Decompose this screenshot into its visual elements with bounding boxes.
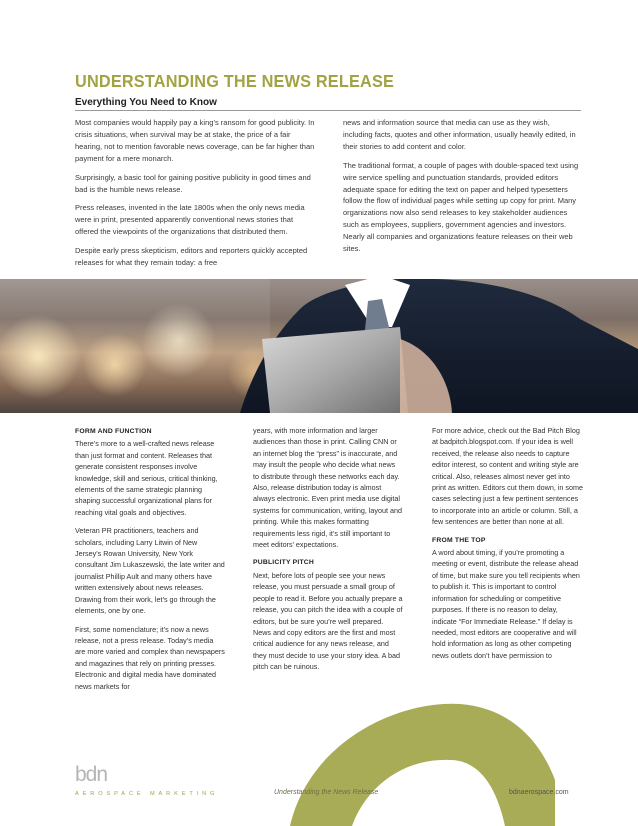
- body-column-2: [253, 425, 403, 680]
- body-paragraph: Next, before lots of people see your news release, you must persuade a small group of people to read it. Before you actually prepare a release, you can pitch the idea with a couple of editors, but be sure you’re well prepared. News and copy editors are the first and most critical audience for any news release, and they must decide to use your story idea. A bad pitch can be ruinous.: [253, 570, 403, 672]
- body-paragraph: First, some nomenclature; it’s now a news release, not a press release. Today’s media are more varied and complex than newspapers and magazines that rely on printing presses. Electronic and digital media have dominated news markets for: [75, 624, 225, 691]
- hero-illustration: [0, 279, 638, 413]
- body-paragraph: years, with more information and larger audiences than those in print. Calling CNN or an internet blog the “press” is inaccurate, and may insult the people who decide what news to distribute through these networks each day. Also, release distribution today is almost always electronic. Even print media use digital systems for communication, writing, layout and printing. While this makes formatting requirements less rigid, it’s still important to meet editors’ expectations.: [253, 426, 403, 550]
- section-heading-from-the-top: FROM THE TOP: [432, 536, 486, 544]
- bokeh-background: [0, 279, 270, 413]
- section-heading-publicity-pitch: PUBLICITY PITCH: [253, 559, 315, 567]
- intro-column-right: [343, 117, 579, 262]
- body-paragraph: There’s more to a well-crafted news release than just format and content. Releases that generate consistent responses involve knowledge, skill and serious, critical thinking, elements of the same strategic planning shaping successful organizational plans for reaching vital goals and objectives.: [75, 439, 218, 517]
- logo-tagline: AEROSPACE MARKETING: [75, 791, 219, 797]
- intro-paragraph: The traditional format, a couple of pages with double-spaced text using wire service spelling and punctuation standards, provided editors adequate space for editing the text on paper and helped typesetters follow the flow of individual pages while setting up copy for print. Many organizations now also send releases to key stakeholder audiences such as employees, suppliers, government agencies and investors. Nearly all companies and organizations feature releases on their web sites.: [343, 160, 579, 254]
- intro-paragraph: Most companies would happily pay a king’s ransom for good publicity. In crisis situations, when survival may be at stake, the price of a fair hearing, not to mention favorable news coverage, can be far higher than payment for a mere monarch.: [75, 118, 315, 163]
- bdn-logo: bdn: [75, 763, 108, 786]
- header-divider: [75, 110, 581, 111]
- hero-photo-businessman-tablet: [0, 279, 638, 413]
- body-paragraph: A word about timing, if you’re promoting a meeting or event, distribute the release ahead of time, but make sure you tell recipients when to publish it. This is important to control information for scheduling or competitive purposes. If there is no reason to delay, indicate “For Immediate Release.” If delay is needed, most editors are cooperative and will hold information as long as other competing news outlets don’t have permission to: [432, 548, 580, 660]
- intro-paragraph: news and information source that media can use as they wish, including facts, quotes and other information, usually heavily edited, in their stories to add content and color.: [343, 118, 576, 151]
- section-heading-form-and-function: FORM AND FUNCTION: [75, 428, 152, 435]
- body-column-1: [75, 426, 225, 699]
- decorative-arc: [270, 700, 560, 826]
- footer-document-title: Understanding the News Release: [274, 789, 379, 796]
- tablet-shape: [262, 327, 408, 413]
- intro-column-left: [75, 117, 315, 276]
- intro-paragraph: Press releases, invented in the late 1800s when the only news media were in print, presented apparently conventional news stories that offered the viewpoints of the organizations that distributed them.: [75, 203, 305, 237]
- body-paragraph: Veteran PR practitioners, teachers and scholars, including Larry Litwin of New Jersey’s Rowan University, New York consultant Jim Lukaszewski, the late writer and journalist Phillip Ault and many others have written extensively about news releases. Drawing from their work, let’s go through the elements, one by one.: [75, 526, 225, 616]
- intro-paragraph: Surprisingly, a basic tool for gaining positive publicity in good times and bad is the humble news release.: [75, 172, 311, 194]
- body-column-3: [432, 425, 584, 668]
- intro-paragraph: Despite early press skepticism, editors and reporters quickly accepted releases for what they remain today: a free: [75, 246, 308, 268]
- body-paragraph: For more advice, check out the Bad Pitch Blog at badpitch.blogspot.com. If your idea is well received, the release also needs to capture editor interest, so content and writing style are critical. Also, releases almost never get into print as written. Editors cut them down, in some cases selecting just a few pertinent sentences to incorporate into an article or column. Still, a few sentences are better than none at all.: [432, 426, 584, 527]
- page-subtitle: Everything You Need to Know: [75, 97, 217, 108]
- page-title: UNDERSTANDING THE NEWS RELEASE: [75, 71, 395, 91]
- footer-website-link[interactable]: bdnaerospace.com: [509, 789, 569, 796]
